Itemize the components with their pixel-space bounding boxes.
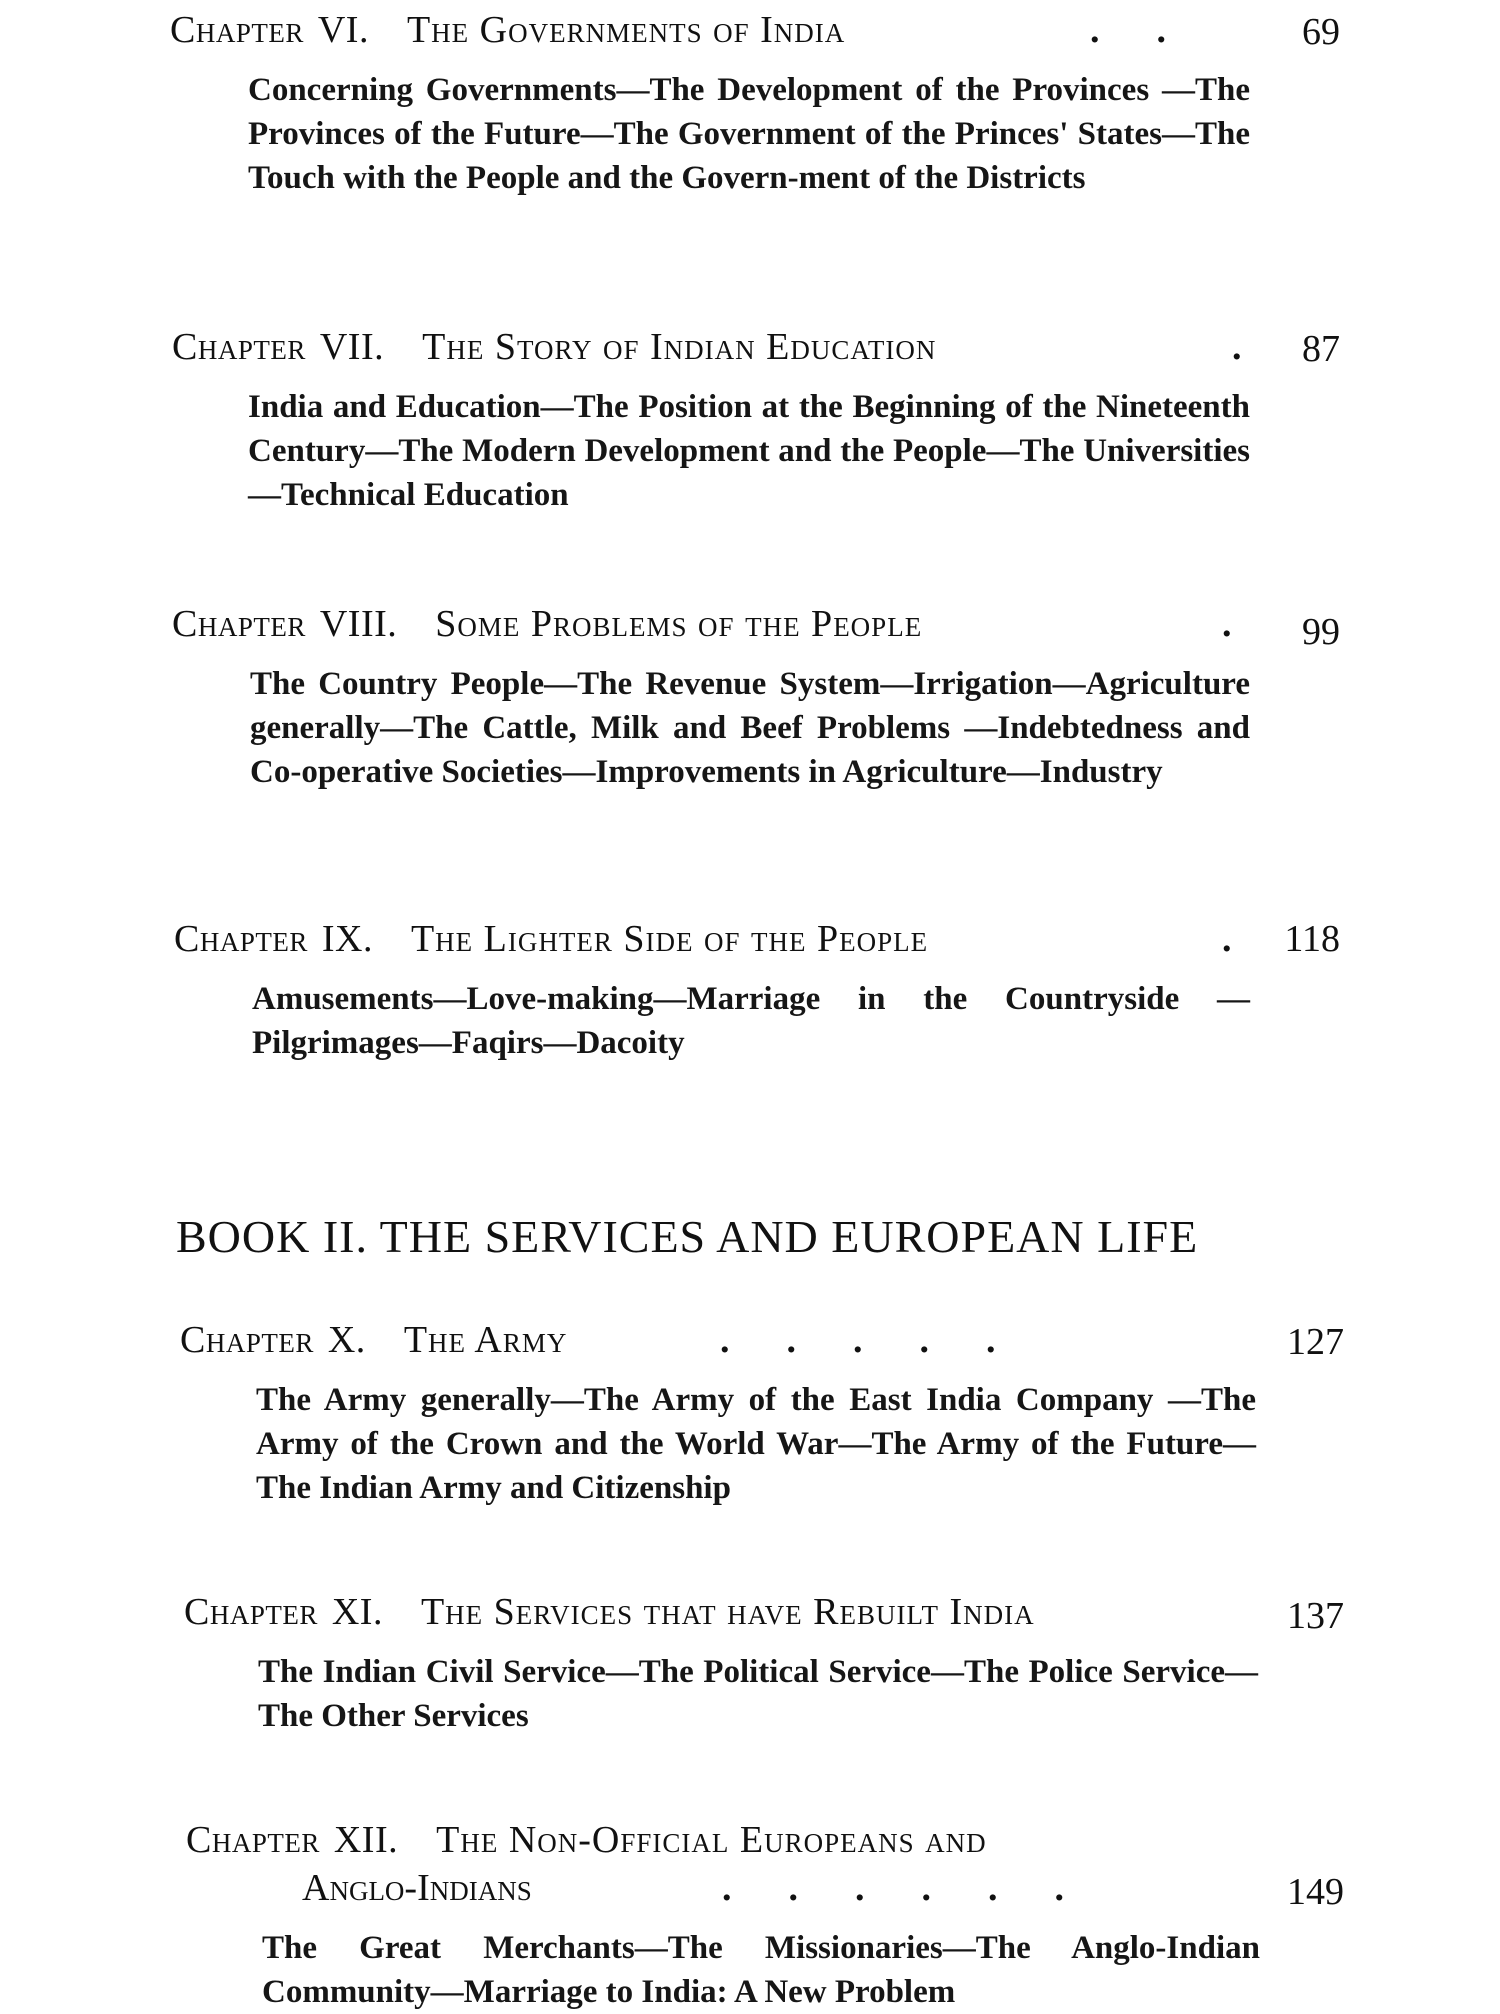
page-number: 149 [1287,1871,1344,1913]
toc-entry-chapter-xii [0,1818,1500,2010]
chapter-numeral: VI. [317,9,369,51]
page-number: 137 [1287,1595,1344,1637]
chapter-title: Some Problems of the People [435,603,923,645]
chapter-numeral: XII. [333,1819,399,1861]
chapter-label: Chapter [172,326,306,368]
chapter-title: The Governments of India [406,9,846,51]
chapter-summary: The Great Merchants—The Missionaries—The Anglo-Indian Community—Marriage to India: A New Problem [262,1930,1260,2010]
chapter-title: The Story of Indian Education [422,326,937,368]
toc-entry-chapter-vi [0,8,1500,196]
chapter-numeral: XI. [331,1591,383,1633]
chapter-title: The Services that have Rebuilt India [420,1591,1035,1633]
chapter-summary: The Indian Civil Service—The Political Service—The Police Service—The Other Services [258,1654,1258,1734]
dot-leaders: . . [1090,9,1166,51]
chapter-summary: The Army generally—The Army of the East India Company —The Army of the Crown and the World War—The Army of the Future—The Indian Army and Citizenship [256,1382,1256,1506]
chapter-heading [186,1818,987,1862]
chapter-summary: Concerning Governments—The Development of the Provinces —The Provinces of the Future—The Government of the Princes' States—The Touch with the People and the Govern-ment of the Districts [248,72,1250,196]
chapter-summary: The Country People—The Revenue System—Irrigation—Agriculture generally—The Cattle, Milk and Beef Problems —Indebtedness and Co-operative Societies—Improvements in Agriculture—Industry [250,666,1250,790]
chapter-label: Chapter [174,918,308,960]
page-number: 99 [1302,611,1340,653]
dot-leaders: . [1222,918,1232,960]
dot-leaders: . [1232,326,1242,368]
page-number: 118 [1284,918,1340,960]
toc-entry-chapter-ix [0,917,1500,1061]
dot-leaders: . [1222,603,1232,645]
toc-entry-chapter-vii [0,325,1500,513]
dot-leaders: . . . . . [720,1319,996,1361]
page-number: 87 [1302,328,1340,370]
chapter-label: Chapter [186,1819,320,1861]
chapter-numeral: X. [327,1319,366,1361]
chapter-label: Chapter [184,1591,318,1633]
chapter-summary: Amusements—Love-making—Marriage in the Countryside —Pilgrimages—Faqirs—Dacoity [252,981,1250,1061]
toc-entry-chapter-xi [0,1590,1500,1734]
chapter-numeral: IX. [321,918,373,960]
chapter-numeral: VII. [319,326,385,368]
chapter-title-continuation: Anglo-Indians [302,1867,532,1909]
chapter-summary: India and Education—The Position at the Beginning of the Nineteenth Century—The Modern Development and the People—The Universities—Technical Education [248,389,1250,513]
toc-entry-chapter-x [0,1318,1500,1506]
chapter-title: The Lighter Side of the People [410,918,929,960]
chapter-title: The Non-Official Europeans and [436,1819,987,1861]
page-number: 69 [1302,11,1340,53]
page-number: 127 [1287,1321,1344,1363]
chapter-numeral: VIII. [319,603,398,645]
chapter-label: Chapter [172,603,306,645]
book-title: BOOK II. THE SERVICES AND EUROPEAN LIFE [176,1211,1199,1262]
dot-leaders: . . . . . . [722,1867,1064,1909]
chapter-label: Chapter [180,1319,314,1361]
chapter-heading [172,325,936,369]
chapter-title: The Army [403,1319,568,1361]
chapter-heading [180,1318,567,1362]
chapter-label: Chapter [170,9,304,51]
chapter-heading [174,917,928,961]
chapter-heading [184,1590,1035,1634]
chapter-heading [170,8,845,52]
chapter-heading [172,602,922,646]
toc-entry-chapter-viii [0,602,1500,790]
